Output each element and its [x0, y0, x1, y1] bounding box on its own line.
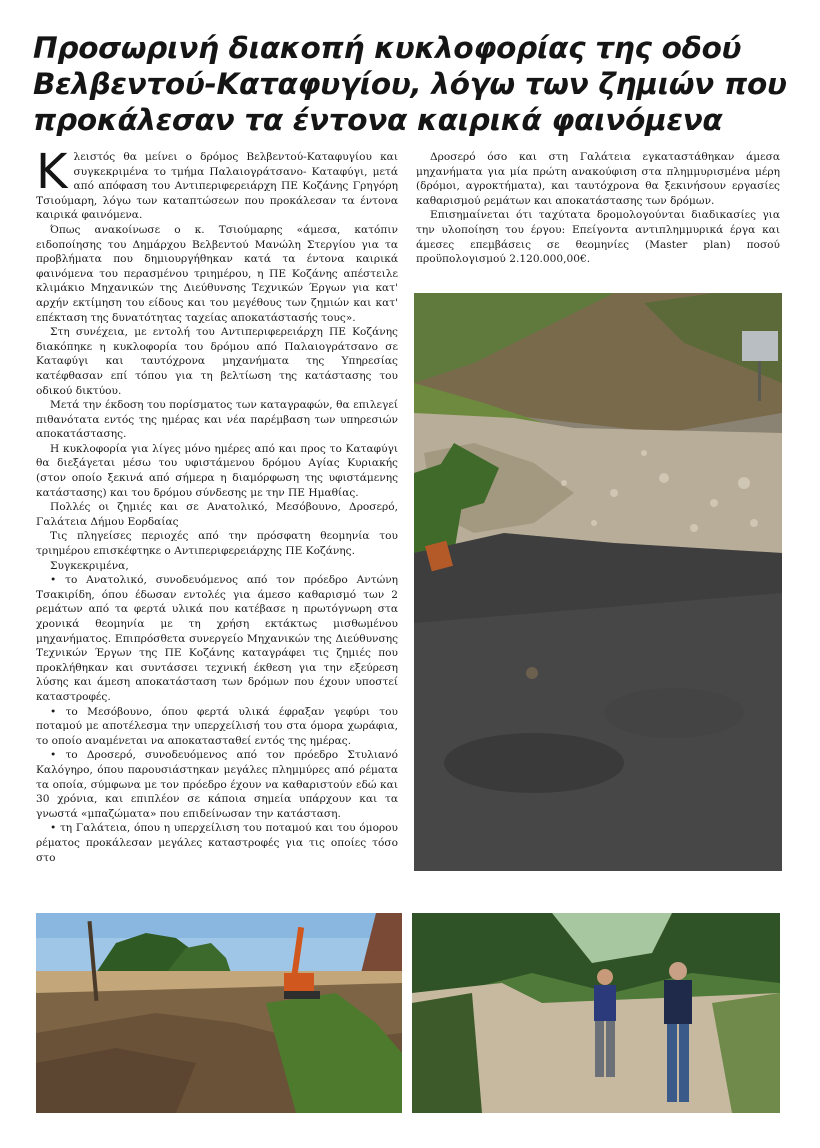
- article-paragraph: Μετά την έκδοση του πορίσματος των καταγραφών, θα επιλεγεί πιθανότατα εντός της ημέρας και νέα παρέμβαση των υπηρεσιών αποκατάστασης.: [36, 399, 398, 441]
- article-paragraph: Δροσερό όσο και στη Γαλάτεια εγκαταστάθηκαν άμεσα μηχανήματα για μία πρώτη ανακούφιση στα πλημμυρισμένα μέρη (δρόμοι, αγροκτήματα), και ταυτόχρονα θα ξεκινήσουν εργασίες καθαρισμού ρεμάτων και αποκατάστασης των δρόμων.: [416, 151, 780, 207]
- article-paragraph: Όπως ανακοίνωσε ο κ. Τσιούμαρης «άμεσα, κατόπιν ειδοποίησης του Δημάρχου Βελβεντού Μανώλη Στεργίου για τα προβλήματα που δημιουργήθηκαν κατά τα έντονα καιρικά φαινόμενα του περασμένου τριημέρου, η ΠΕ Κοζάνης απέστειλε κλιμάκιο Μηχανικών της Διεύθυνσης Τεχνικών Έργων για κατ' αρχήν εκτίμηση του είδους και του μεγέθους των ζημιών και κατ' επέκταση της δυνατότητας ταχείας αποκατάστασής τους».: [36, 223, 398, 324]
- photo-excavator-clearing: [36, 913, 402, 1113]
- headline-line-2: Βελβεντού-Καταφυγίου, λόγω των ζημιών που: [33, 67, 787, 101]
- drop-cap: Κ: [36, 144, 68, 200]
- article-paragraph: Κλειστός θα μείνει ο δρόμος Βελβεντού-Καταφυγίου και συγκεκριμένα το τμήμα Παλαιογράτσανο- Καταφύγι, μετά από απόφαση του Αντιπεριφερειάρχη ΠΕ Κοζάνης Γρηγόρη Τσιούμαρη, λόγω των καταπτώσεων που προκάλεσαν τα έντονα καιρικά φαινόμενα.: [36, 144, 398, 222]
- headline-line-1: Προσωρινή διακοπή κυκλοφορίας της οδού: [33, 31, 742, 65]
- headline: [33, 30, 793, 138]
- article-paragraph: Στη συνέχεια, με εντολή του Αντιπεριφερειάρχη ΠΕ Κοζάνης διακόπηκε η κυκλοφορία του δρόμου από Παλαιογράτσανο σε Καταφύγι και ταυτόχρονα μηχανήματα της Υπηρεσίας κατέφθασαν επί τόπου για τη βελτίωση της κατάστασης του οδικού δικτύου.: [36, 326, 398, 397]
- bullet-item: • το Ανατολικό, συνοδευόμενος από τον πρόεδρο Αντώνη Τσακιρίδη, όπου έδωσαν εντολές για άμεσο καθαρισμό των 2 ρεμάτων από τα φερτά υλικά που κατέβασε η πρωτόγνωρη στα χρονικά θεομηνία με τη χρήση εκτάκτως μισθωμένου μηχανήματος. Επιπρόσθετα συνεργείο Μηχανικών της Διεύθυνσης Τεχνικών Έργων της ΠΕ Κοζάνης καταγράφει τις ζημιές που προκλήθηκαν και συντάσσει τεχνική έκθεση για την εξεύρεση λύσης και άμεση αποκατάσταση των δρόμων που έχουν υποστεί καταστροφές.: [36, 574, 398, 703]
- article-column-right: [416, 150, 780, 267]
- photo-damaged-road: [414, 293, 782, 871]
- article-paragraph: Η κυκλοφορία για λίγες μόνο ημέρες από και προς το Καταφύγι θα διεξάγεται μέσω του υφιστάμενου δρόμου Αγίας Κυριακής (στον οποίο ξεκινά από σήμερα η διαμόρφωση της υφιστάμενης κατάστασης) και του δρόμου σύνδεσης με την ΠΕ Ημαθίας.: [36, 442, 398, 499]
- article-paragraph: Επισημαίνεται ότι ταχύτατα δρομολογούνται διαδικασίες για την υλοποίηση του έργου: Επείγοντα αντιπλημμυρικά έργα και άμεσες επεμβάσεις σε θεομηνίες (Master plan) ποσού προϋπολογισμού 2.120.000,00€.: [416, 209, 780, 266]
- article-column-left: [36, 144, 398, 865]
- photo-officials-site-visit: [412, 913, 780, 1113]
- article-subheading: Πολλές οι ζημιές και σε Ανατολικό, Μεσόβουνο, Δροσερό, Γαλάτεια Δήμου Εορδαίας: [36, 501, 398, 528]
- bullet-item: • το Δροσερό, συνοδευόμενος από τον πρόεδρο Στυλιανό Καλόγηρο, όπου παρουσιάστηκαν μεγάλες πλημμύρες από ρέματα τα οποία, σύμφωνα με τον πρόεδρο έχουν να καθαριστούν εδώ και 30 χρόνια, και επιπλέον σε κάποια σημεία υπάρχουν και τα γνωστά «μπαζώματα» που επιδείνωσαν την κατάσταση.: [36, 749, 398, 820]
- bullet-item: • το Μεσόβουνο, όπου φερτά υλικά έφραξαν γεφύρι του ποταμού με αποτέλεσμα την υπερχείλισή του στα όμορα χωράφια, το οποίο αναμένεται να αποκατασταθεί εντός της ημέρας.: [36, 705, 398, 747]
- headline-line-3: προκάλεσαν τα έντονα καιρικά φαινόμενα: [33, 103, 723, 137]
- article-paragraph: Τις πληγείσες περιοχές από την πρόσφατη θεομηνία του τριημέρου επισκέφτηκε ο Αντιπεριφερειάρχης ΠΕ Κοζάνης.: [36, 530, 398, 558]
- article-paragraph: Συγκεκριμένα,: [50, 559, 129, 572]
- bullet-item: • τη Γαλάτεια, όπου η υπερχείλιση του ποταμού και του όμορου ρέματος προκάλεσαν μεγάλες καταστροφές για τις οποίες τόσο στο: [36, 822, 398, 864]
